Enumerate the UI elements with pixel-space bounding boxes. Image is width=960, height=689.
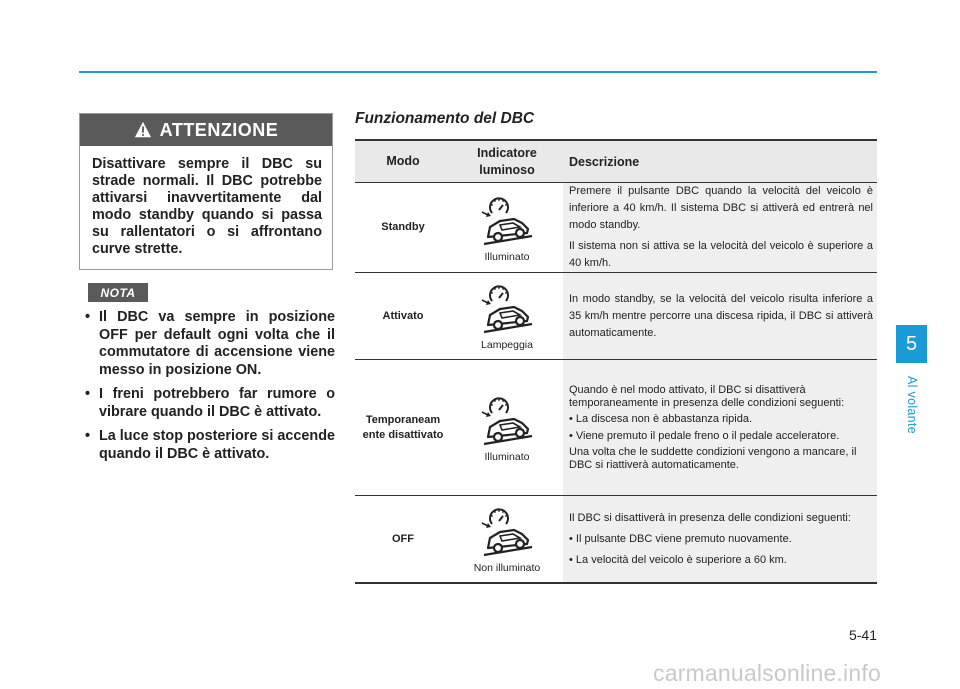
top-rule xyxy=(79,71,877,73)
warning-header xyxy=(80,114,332,146)
description-cell: In modo standby, se la velocità del veicolo risulta inferiore a 35 km/h mentre percorre una discesa ripida, il DBC si attiverà automaticamente. xyxy=(563,273,877,360)
list-item: • La luce stop posteriore si accende quando il DBC è attivato. xyxy=(85,428,335,462)
list-item: • I freni potrebbero far rumore o vibrare quando il DBC è attivato. xyxy=(85,386,335,420)
table-row xyxy=(355,496,877,584)
chapter-label: Al volante xyxy=(905,376,919,434)
indicator-cell xyxy=(451,183,563,273)
mode-cell: Temporaneam ente disattivato xyxy=(355,360,451,496)
warning-box xyxy=(79,113,333,270)
indicator-label: Illuminato xyxy=(484,450,530,463)
warning-text: Disattivare sempre il DBC su strade normali. Il DBC potrebbe attivarsi inavvertitamente dal modo standby quando si passa su rallentatori o si affrontano curve strette. xyxy=(92,156,322,257)
warning-title: ATTENZIONE xyxy=(159,119,279,140)
indicator-cell xyxy=(451,360,563,496)
nota-list xyxy=(79,309,335,470)
nota-badge: NOTA xyxy=(88,283,148,302)
indicator-label: Non illuminato xyxy=(473,562,541,574)
header-mode: Modo xyxy=(355,140,451,183)
chapter-number-tab: 5 xyxy=(896,325,927,363)
indicator-cell xyxy=(451,273,563,360)
indicator-label: Lampeggia xyxy=(481,339,533,351)
table-row xyxy=(355,183,877,273)
dbc-mode-table xyxy=(355,139,877,584)
description-cell: Il DBC si disattiverà in presenza delle condizioni seguenti: • Il pulsante DBC viene premuto nuovamente. • La velocità del veicolo è superiore a 60 km. xyxy=(563,496,877,584)
watermark: carmanualsonline.info xyxy=(653,660,881,686)
dbc-car-icon xyxy=(476,193,538,253)
mode-cell: OFF xyxy=(355,496,451,584)
list-item: • Il DBC va sempre in posizione OFF per default ogni volta che il commutatore di accensione viene messo in posizione ON. xyxy=(85,309,335,378)
dbc-car-icon xyxy=(476,504,538,564)
table-row xyxy=(355,360,877,496)
mode-cell: Standby xyxy=(355,183,451,273)
mode-cell: Attivato xyxy=(355,273,451,360)
section-title: Funzionamento del DBC xyxy=(355,110,535,127)
page-number: 5-41 xyxy=(848,627,877,643)
warning-icon xyxy=(134,121,152,139)
description-cell: Quando è nel modo attivato, il DBC si disattiverà temporaneamente in presenza delle condizioni seguenti: • La discesa non è abbastanza ripida. • Viene premuto il pedale freno o il pedale acceleratore. Una volta che le suddette condizioni vengono a mancare, il DBC si riattiverà automaticamente. xyxy=(563,360,877,496)
description-cell: Premere il pulsante DBC quando la velocità del veicolo è inferiore a 40 km/h. Il sistema DBC si attiverà ed entrerà nel modo standby. Il sistema non si attiva se la velocità del veicolo è superiore a 40 km/h. xyxy=(563,183,877,273)
table-row xyxy=(355,273,877,360)
dbc-car-icon xyxy=(476,393,538,453)
table-header-row xyxy=(355,140,877,183)
header-description: Descrizione xyxy=(563,140,877,183)
dbc-car-icon xyxy=(476,281,538,341)
header-indicator: Indicatore luminoso xyxy=(451,140,563,183)
indicator-label: Illuminato xyxy=(484,250,530,263)
indicator-cell xyxy=(451,496,563,584)
